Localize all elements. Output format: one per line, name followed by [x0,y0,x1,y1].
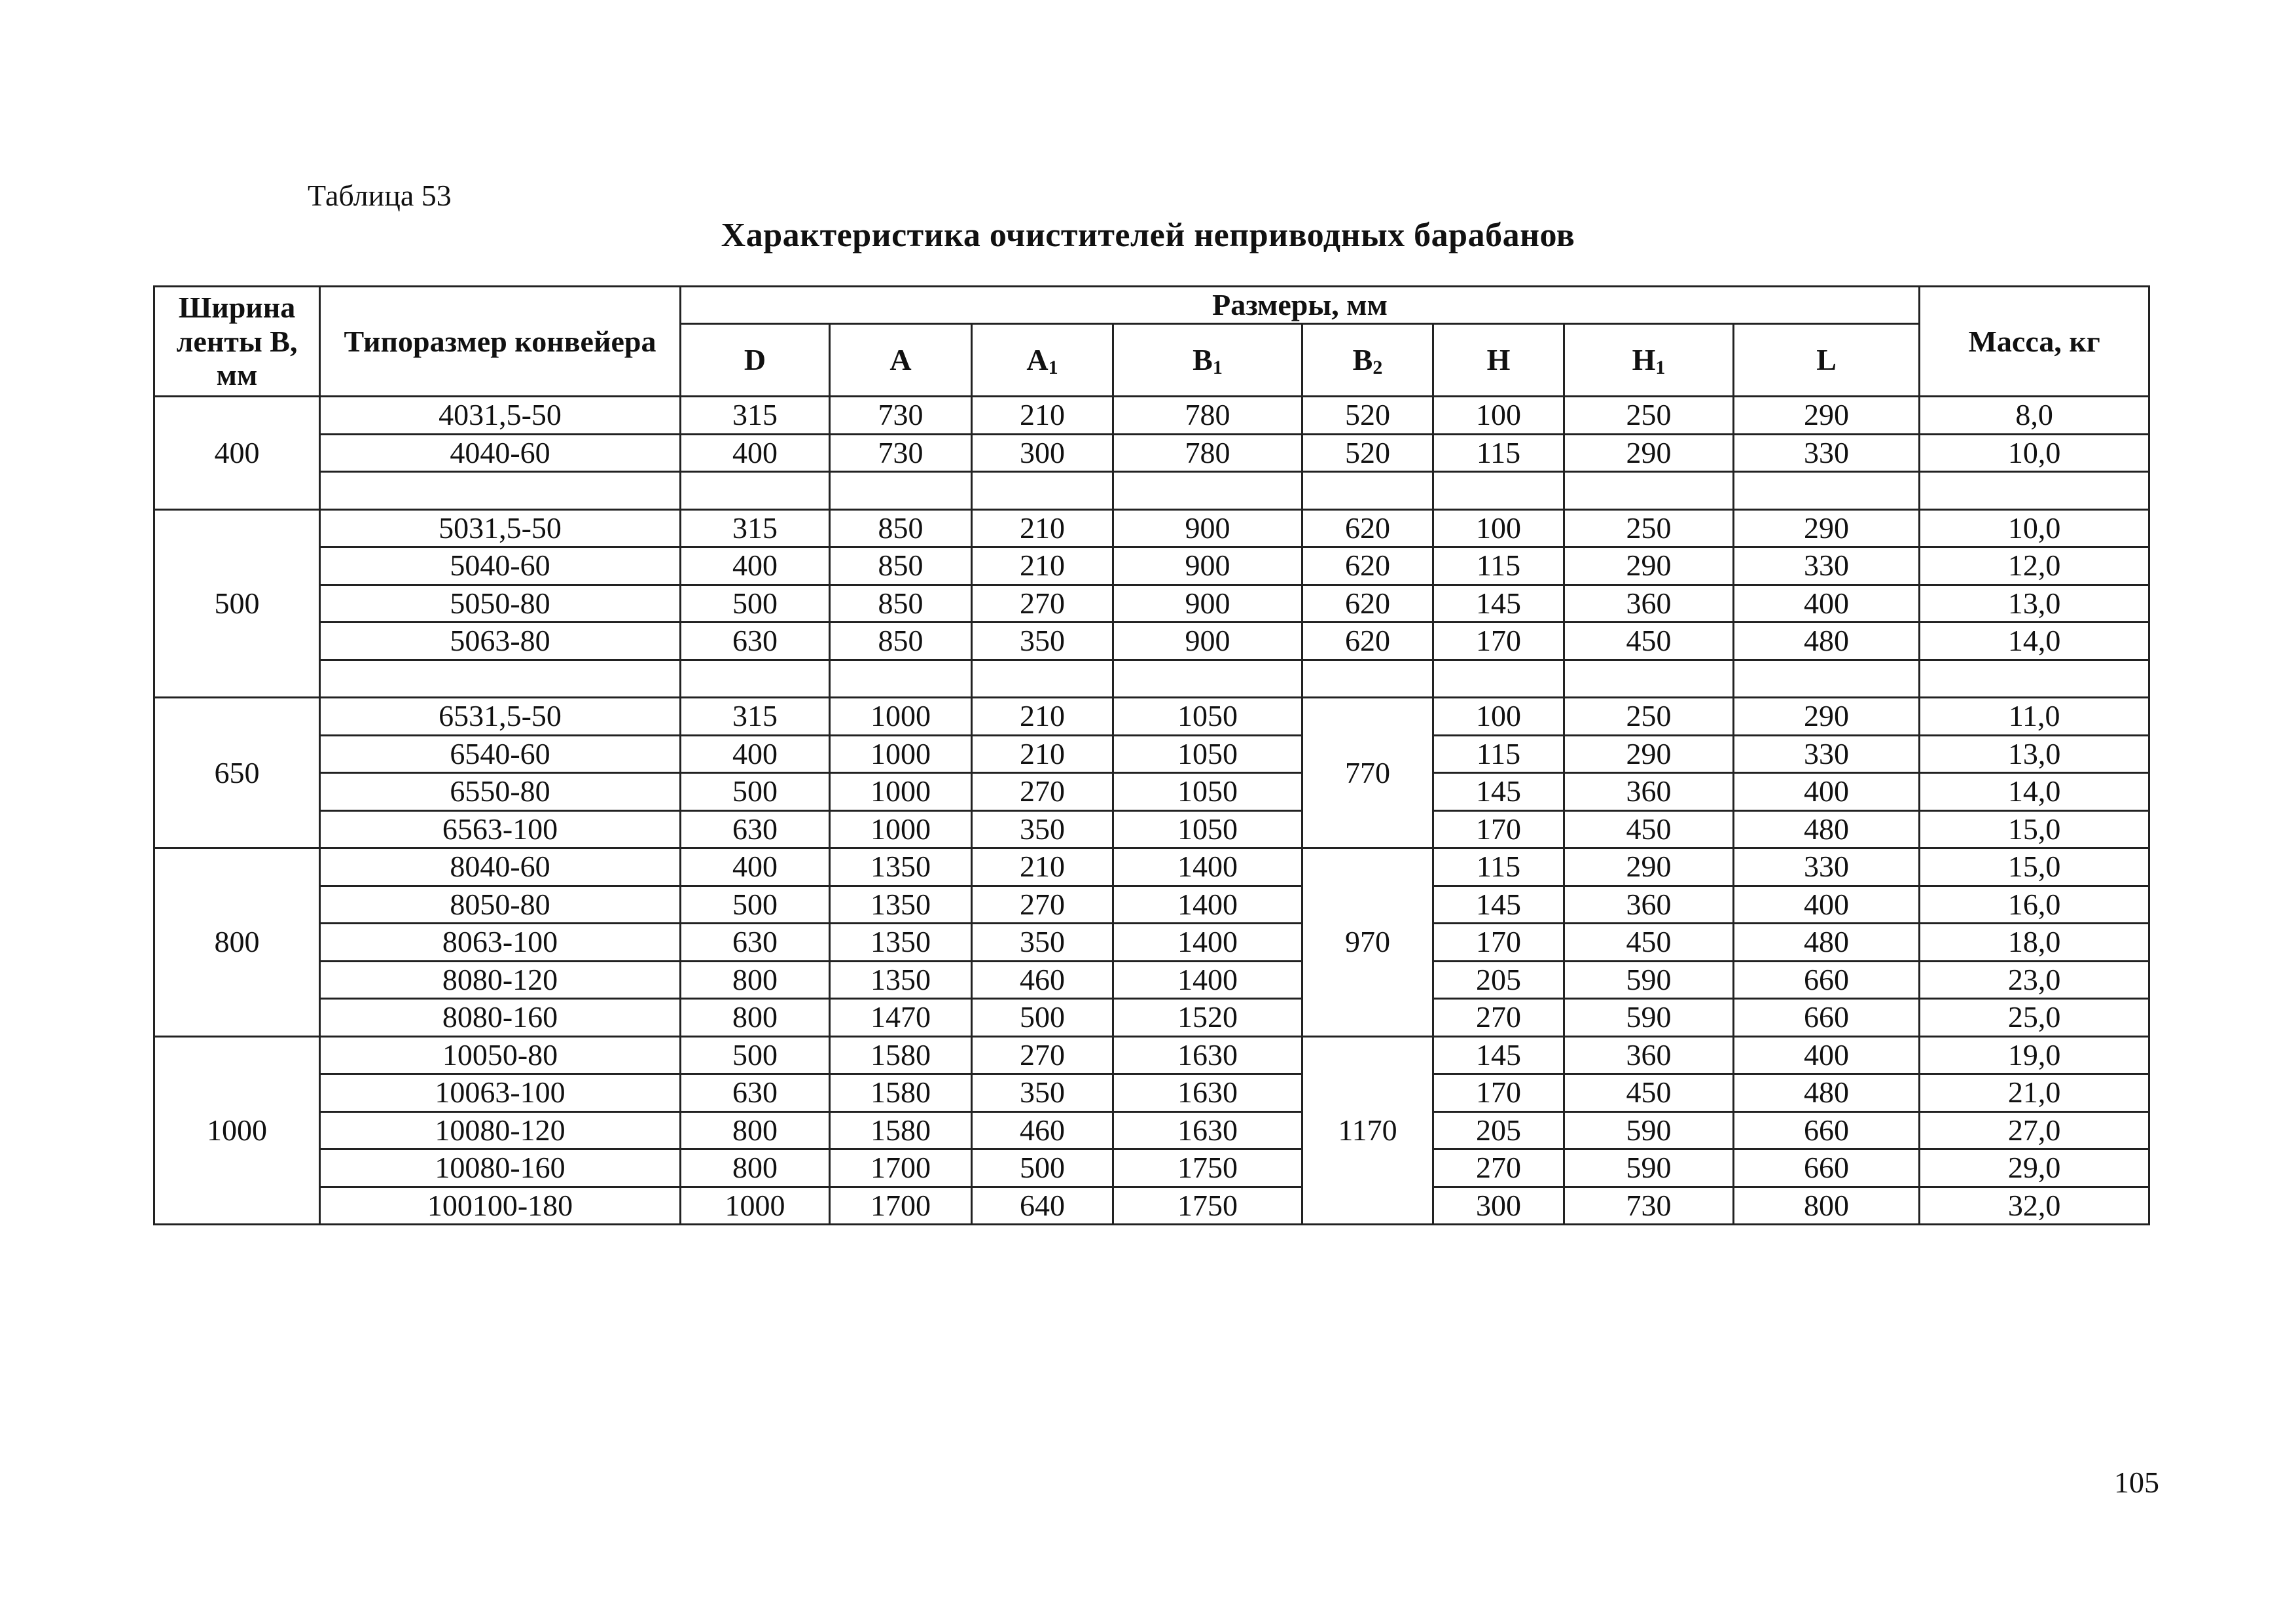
a1-cell: 350 [972,924,1113,962]
d-cell: 500 [681,886,830,924]
l-cell [1734,660,1920,698]
l-cell: 330 [1734,434,1920,472]
b1-cell: 1630 [1113,1074,1302,1112]
h-cell: 115 [1433,547,1564,585]
table-row [154,623,2149,660]
l-cell: 480 [1734,1074,1920,1112]
a1-cell: 270 [972,1036,1113,1074]
type-cell: 6563-100 [320,810,681,848]
type-cell: 5063-80 [320,623,681,660]
l-cell: 400 [1734,1036,1920,1074]
d-cell: 630 [681,924,830,962]
a1-cell: 210 [972,735,1113,773]
table-row [154,547,2149,585]
header-l: L [1734,324,1920,397]
l-cell: 290 [1734,397,1920,435]
a1-cell: 300 [972,434,1113,472]
a1-cell: 210 [972,547,1113,585]
h1-cell: 360 [1564,773,1734,811]
b2-cell: 1170 [1302,1036,1433,1225]
b1-cell: 1750 [1113,1187,1302,1225]
header-a1: $А_1$ [972,324,1113,397]
h1-cell [1564,472,1734,510]
l-cell: 330 [1734,735,1920,773]
a1-cell: 350 [972,623,1113,660]
b1-cell: 900 [1113,623,1302,660]
a-cell: 730 [830,397,972,435]
a1-cell: 210 [972,509,1113,547]
l-cell: 660 [1734,1111,1920,1149]
l-cell: 660 [1734,999,1920,1037]
b1-cell: 1630 [1113,1036,1302,1074]
table-title: Характеристика очистителей неприводных барабанов [721,217,1575,254]
type-cell: 8080-120 [320,961,681,999]
h1-cell: 250 [1564,698,1734,736]
d-cell: 400 [681,735,830,773]
table-row [154,585,2149,623]
a1-cell: 500 [972,999,1113,1037]
a-cell: 1470 [830,999,972,1037]
d-cell: 630 [681,810,830,848]
header-conveyor-type: Типоразмер конвейера [320,287,681,397]
h-cell: 170 [1433,810,1564,848]
a1-cell: 210 [972,848,1113,886]
h-cell: 100 [1433,509,1564,547]
type-cell: 5050-80 [320,585,681,623]
belt-width-cell: 400 [154,397,320,510]
b2-cell: 620 [1302,623,1433,660]
h-cell: 100 [1433,397,1564,435]
type-cell: 6550-80 [320,773,681,811]
b2-cell: 620 [1302,547,1433,585]
h1-cell: 730 [1564,1187,1734,1225]
b2-cell: 620 [1302,509,1433,547]
table-row [154,773,2149,811]
a-cell: 1700 [830,1149,972,1187]
a1-cell: 640 [972,1187,1113,1225]
type-cell: 4040-60 [320,434,681,472]
mass-cell: 27,0 [1920,1111,2149,1149]
header-d: D [681,324,830,397]
d-cell: 800 [681,961,830,999]
table-row [154,698,2149,736]
type-cell: 4031,5-50 [320,397,681,435]
mass-cell: 10,0 [1920,434,2149,472]
d-cell: 800 [681,1111,830,1149]
b2-cell: 520 [1302,397,1433,435]
b1-cell [1113,472,1302,510]
l-cell: 290 [1734,698,1920,736]
header-belt-width: Ширина ленты В, мм [154,287,320,397]
h-cell: 145 [1433,886,1564,924]
header-h: Н [1433,324,1564,397]
type-cell: 8080-160 [320,999,681,1037]
type-cell [320,472,681,510]
a-cell: 730 [830,434,972,472]
l-cell: 330 [1734,547,1920,585]
a-cell: 850 [830,585,972,623]
h-cell: 100 [1433,698,1564,736]
a-cell: 1000 [830,698,972,736]
header-dimensions: Размеры, мм [681,287,1920,324]
b1-cell: 1750 [1113,1149,1302,1187]
h-cell: 270 [1433,999,1564,1037]
b2-cell: 970 [1302,848,1433,1037]
h-cell: 170 [1433,623,1564,660]
d-cell: 500 [681,773,830,811]
page-number: 105 [2114,1466,2159,1499]
b1-cell: 780 [1113,434,1302,472]
header-mass: Масса, кг [1920,287,2149,397]
h-cell: 270 [1433,1149,1564,1187]
h-cell [1433,472,1564,510]
a-cell: 1700 [830,1187,972,1225]
b1-cell: 780 [1113,397,1302,435]
a1-cell: 350 [972,810,1113,848]
a1-cell: 270 [972,886,1113,924]
b1-cell: 900 [1113,509,1302,547]
h1-cell [1564,660,1734,698]
table-row [154,1074,2149,1112]
type-cell: 6540-60 [320,735,681,773]
d-cell: 315 [681,698,830,736]
h-cell: 170 [1433,1074,1564,1112]
h-cell [1433,660,1564,698]
mass-cell [1920,660,2149,698]
table-row [154,999,2149,1037]
l-cell [1734,472,1920,510]
table-row [154,961,2149,999]
table-row [154,397,2149,435]
h1-cell: 360 [1564,585,1734,623]
a1-cell: 210 [972,698,1113,736]
b1-cell: 1400 [1113,924,1302,962]
h1-cell: 250 [1564,509,1734,547]
d-cell: 800 [681,1149,830,1187]
h1-cell: 450 [1564,924,1734,962]
header-h1: $Н_1$ [1564,324,1734,397]
d-cell: 315 [681,397,830,435]
l-cell: 480 [1734,623,1920,660]
mass-cell: 14,0 [1920,623,2149,660]
l-cell: 400 [1734,886,1920,924]
mass-cell: 8,0 [1920,397,2149,435]
a-cell: 1350 [830,924,972,962]
h-cell: 115 [1433,848,1564,886]
type-cell: 8063-100 [320,924,681,962]
type-cell: 10080-120 [320,1111,681,1149]
table-row [154,886,2149,924]
mass-cell: 11,0 [1920,698,2149,736]
h-cell: 205 [1433,961,1564,999]
b1-cell: 1520 [1113,999,1302,1037]
a1-cell: 270 [972,773,1113,811]
type-cell: 6531,5-50 [320,698,681,736]
h-cell: 145 [1433,1036,1564,1074]
d-cell [681,660,830,698]
h-cell: 145 [1433,773,1564,811]
b2-cell [1302,660,1433,698]
mass-cell: 14,0 [1920,773,2149,811]
d-cell: 630 [681,623,830,660]
h1-cell: 590 [1564,961,1734,999]
b1-cell: 1400 [1113,961,1302,999]
belt-width-cell: 1000 [154,1036,320,1225]
h1-cell: 360 [1564,1036,1734,1074]
h-cell: 300 [1433,1187,1564,1225]
d-cell: 630 [681,1074,830,1112]
a-cell: 1580 [830,1111,972,1149]
a-cell: 1350 [830,961,972,999]
d-cell: 400 [681,547,830,585]
l-cell: 290 [1734,509,1920,547]
a-cell: 1350 [830,848,972,886]
a-cell: 1580 [830,1036,972,1074]
mass-cell: 15,0 [1920,848,2149,886]
b2-cell [1302,472,1433,510]
h1-cell: 290 [1564,848,1734,886]
h-cell: 145 [1433,585,1564,623]
h1-cell: 450 [1564,1074,1734,1112]
a-cell: 850 [830,623,972,660]
b1-cell: 1400 [1113,848,1302,886]
a-cell: 850 [830,509,972,547]
h-cell: 205 [1433,1111,1564,1149]
a1-cell: 500 [972,1149,1113,1187]
specifications-table [153,285,2150,1225]
mass-cell: 29,0 [1920,1149,2149,1187]
header-b1: $В_1$ [1113,324,1302,397]
table-row [154,810,2149,848]
table-row [154,924,2149,962]
d-cell: 500 [681,1036,830,1074]
a-cell: 1580 [830,1074,972,1112]
d-cell [681,472,830,510]
table-row [154,848,2149,886]
d-cell: 315 [681,509,830,547]
a1-cell [972,472,1113,510]
a1-cell: 460 [972,1111,1113,1149]
a1-cell: 460 [972,961,1113,999]
l-cell: 330 [1734,848,1920,886]
table-row [154,1187,2149,1225]
mass-cell: 13,0 [1920,585,2149,623]
l-cell: 400 [1734,773,1920,811]
h1-cell: 290 [1564,735,1734,773]
d-cell: 800 [681,999,830,1037]
mass-cell: 32,0 [1920,1187,2149,1225]
type-cell: 10050-80 [320,1036,681,1074]
l-cell: 660 [1734,1149,1920,1187]
h1-cell: 590 [1564,1149,1734,1187]
b1-cell: 1050 [1113,698,1302,736]
l-cell: 800 [1734,1187,1920,1225]
b1-cell: 900 [1113,585,1302,623]
table-row [154,1149,2149,1187]
h-cell: 115 [1433,735,1564,773]
table-row [154,472,2149,510]
b1-cell: 1050 [1113,773,1302,811]
d-cell: 400 [681,848,830,886]
b2-cell: 520 [1302,434,1433,472]
b1-cell: 1050 [1113,810,1302,848]
mass-cell: 25,0 [1920,999,2149,1037]
mass-cell: 18,0 [1920,924,2149,962]
d-cell: 1000 [681,1187,830,1225]
mass-cell: 23,0 [1920,961,2149,999]
type-cell: 5031,5-50 [320,509,681,547]
b2-cell: 620 [1302,585,1433,623]
belt-width-cell: 500 [154,509,320,698]
mass-cell [1920,472,2149,510]
h1-cell: 360 [1564,886,1734,924]
a-cell [830,660,972,698]
a1-cell: 210 [972,397,1113,435]
h-cell: 170 [1433,924,1564,962]
a-cell: 1000 [830,810,972,848]
type-cell: 100100-180 [320,1187,681,1225]
h1-cell: 450 [1564,810,1734,848]
header-b2: $В_2$ [1302,324,1433,397]
type-cell: 8050-80 [320,886,681,924]
table-body [154,397,2149,1225]
belt-width-cell: 800 [154,848,320,1037]
table-row [154,1036,2149,1074]
h-cell: 115 [1433,434,1564,472]
table-row [154,735,2149,773]
type-cell: 10080-160 [320,1149,681,1187]
table-row [154,1111,2149,1149]
b1-cell [1113,660,1302,698]
l-cell: 660 [1734,961,1920,999]
table-caption: Таблица 53 [308,179,452,212]
b1-cell: 900 [1113,547,1302,585]
d-cell: 400 [681,434,830,472]
header-a: А [830,324,972,397]
table-row [154,509,2149,547]
table-row [154,660,2149,698]
l-cell: 400 [1734,585,1920,623]
h1-cell: 290 [1564,547,1734,585]
h1-cell: 250 [1564,397,1734,435]
b1-cell: 1050 [1113,735,1302,773]
mass-cell: 10,0 [1920,509,2149,547]
mass-cell: 19,0 [1920,1036,2149,1074]
h1-cell: 590 [1564,1111,1734,1149]
h1-cell: 590 [1564,999,1734,1037]
a1-cell: 350 [972,1074,1113,1112]
type-cell: 5040-60 [320,547,681,585]
a-cell: 850 [830,547,972,585]
a-cell: 1000 [830,735,972,773]
l-cell: 480 [1734,924,1920,962]
h1-cell: 290 [1564,434,1734,472]
b1-cell: 1630 [1113,1111,1302,1149]
a-cell: 1000 [830,773,972,811]
h1-cell: 450 [1564,623,1734,660]
a1-cell: 270 [972,585,1113,623]
mass-cell: 12,0 [1920,547,2149,585]
type-cell: 8040-60 [320,848,681,886]
d-cell: 500 [681,585,830,623]
a-cell [830,472,972,510]
b2-cell: 770 [1302,698,1433,848]
type-cell [320,660,681,698]
mass-cell: 15,0 [1920,810,2149,848]
b1-cell: 1400 [1113,886,1302,924]
a-cell: 1350 [830,886,972,924]
table-row [154,434,2149,472]
l-cell: 480 [1734,810,1920,848]
mass-cell: 21,0 [1920,1074,2149,1112]
belt-width-cell: 650 [154,698,320,848]
type-cell: 10063-100 [320,1074,681,1112]
a1-cell [972,660,1113,698]
mass-cell: 16,0 [1920,886,2149,924]
mass-cell: 13,0 [1920,735,2149,773]
